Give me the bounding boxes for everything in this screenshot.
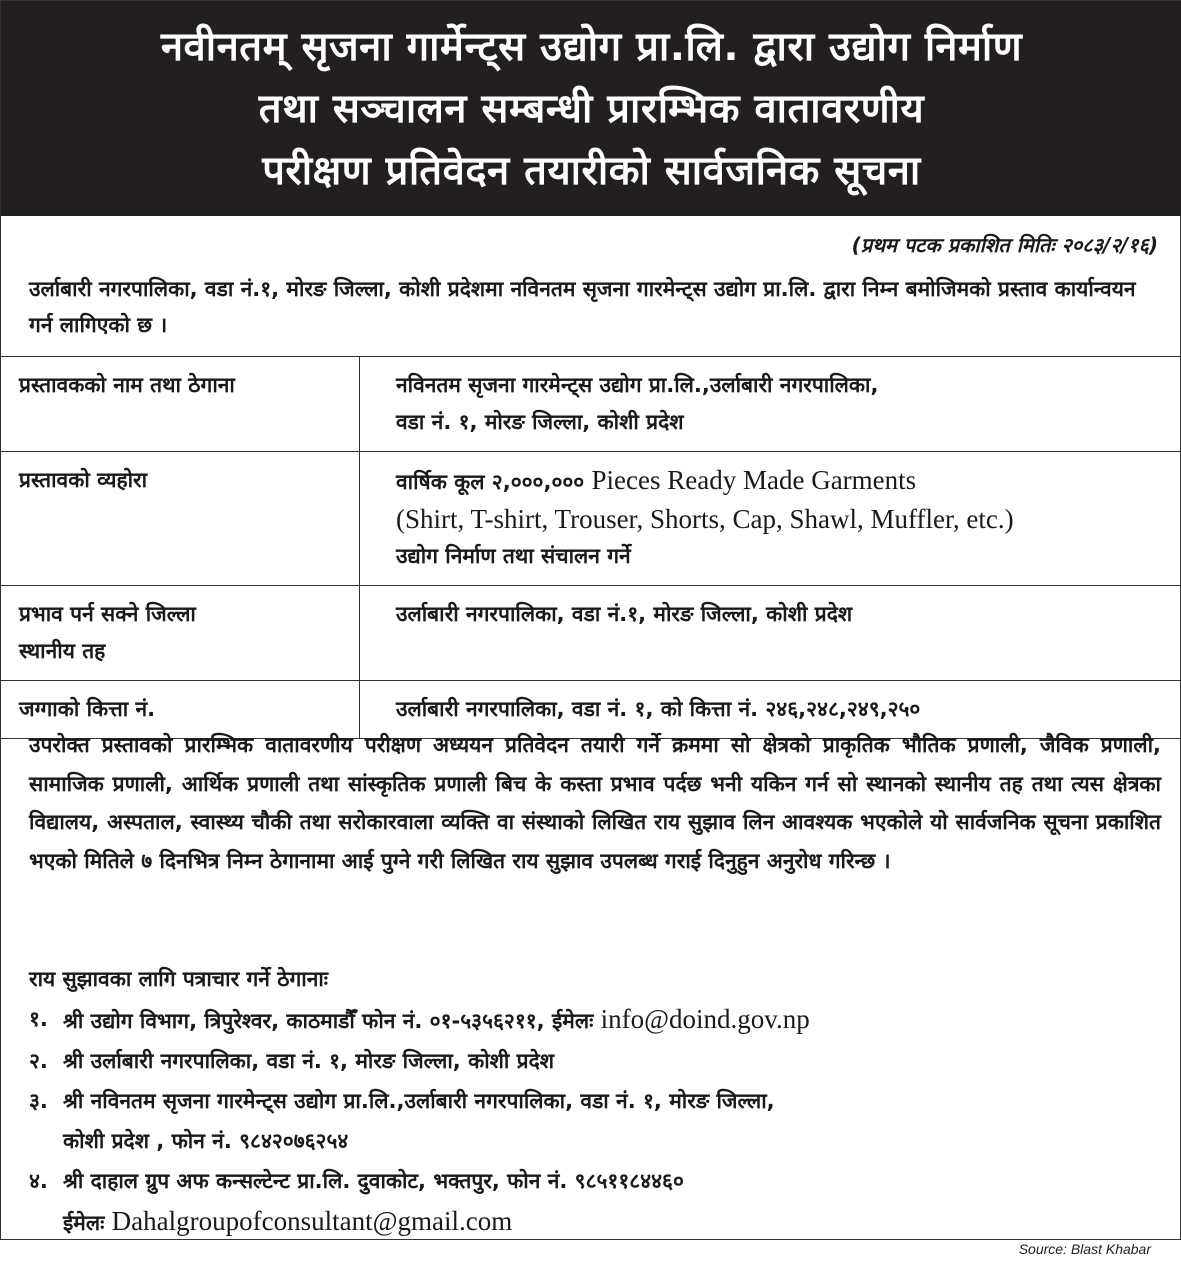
email-line <box>63 1201 1159 1243</box>
item-number: १. <box>29 1007 48 1031</box>
publication-date: (प्रथम पटक प्रकाशित मितिः २०८३/२/१६) <box>851 233 1158 257</box>
header-line-3: परीक्षण प्रतिवेदन तयारीको सार्वजनिक सूचना <box>262 147 921 194</box>
header-line-2: तथा सञ्चालन सम्बन्धी प्रारम्भिक वातावरणीय <box>258 85 925 132</box>
email-label: ईमेलः <box>63 1211 112 1235</box>
address-text: श्री उर्लाबारी नगरपालिका, वडा नं. १, मोरङ जिल्ला, कोशी प्रदेश <box>63 1049 555 1073</box>
address-item <box>29 999 1159 1041</box>
row-value-line: उद्योग निर्माण तथा संचालन गर्ने <box>396 544 631 568</box>
row-label: प्रस्तावको व्यहोरा <box>1 452 360 586</box>
row-value-line <box>396 462 1164 501</box>
row-label-line: स्थानीय तह <box>19 639 106 663</box>
row-label-line: प्रभाव पर्न सक्ने जिल्ला <box>19 602 196 626</box>
correspondence-heading: राय सुझावका लागि पत्राचार गर्ने ठेगानाः <box>29 967 329 991</box>
item-number: ४. <box>29 1169 48 1193</box>
annual-quantity: वार्षिक कूल २,०००,००० <box>396 470 592 494</box>
row-value <box>360 357 1181 452</box>
product-type: Pieces Ready Made Garments <box>591 465 917 495</box>
row-value-line: वडा नं. १, मोरङ जिल्ला, कोशी प्रदेश <box>396 410 684 434</box>
item-text <box>63 999 1159 1041</box>
address-item <box>29 1041 1159 1081</box>
row-label: प्रस्तावकको नाम तथा ठेगाना <box>1 357 360 452</box>
item-text <box>63 1081 1159 1161</box>
address-text: श्री उद्योग विभाग, त्रिपुरेश्वर, काठमाडौँ फोन नं. ०१-५३५६२११, ईमेलः <box>63 1009 601 1033</box>
notice-header <box>1 1 1181 216</box>
address-text: कोशी प्रदेश , फोन नं. ९८४२०७६२५४ <box>63 1129 349 1153</box>
row-value-line: नविनतम सृजना गारमेन्ट्स उद्योग प्रा.लि.,उर्लाबारी नगरपालिका, <box>396 373 879 397</box>
row-value: उर्लाबारी नगरपालिका, वडा नं.१, मोरङ जिल्ला, कोशी प्रदेश <box>360 586 1181 681</box>
table-row <box>1 452 1181 586</box>
table-row <box>1 586 1181 681</box>
email-link[interactable]: Dahalgroupofconsultant@gmail.com <box>111 1206 513 1236</box>
row-label: जग्गाको कित्ता नं. <box>1 681 360 739</box>
item-number: ३. <box>29 1089 48 1113</box>
email-link[interactable]: info@doind.gov.np <box>600 1004 810 1034</box>
address-text: श्री दाहाल ग्रुप अफ कन्सल्टेन्ट प्रा.लि. दुवाकोट, भक्तपुर, फोन नं. ९८५११८४४६० <box>63 1169 684 1193</box>
intro-paragraph: उर्लाबारी नगरपालिका, वडा नं.१, मोरङ जिल्ला, कोशी प्रदेशमा नविनतम सृजना गारमेन्ट्स उद्योग प्रा.लि. द्वारा निम्न बमोजिमको प्रस्ताव कार्यान्वयन गर्न लागिएको छ । <box>29 277 1136 337</box>
address-item <box>29 1161 1159 1243</box>
correspondence-section <box>29 959 1159 1243</box>
item-number: २. <box>29 1049 48 1073</box>
product-list: (Shirt, T-shirt, Trouser, Shorts, Cap, Shawl, Muffler, etc.) <box>396 504 1014 534</box>
row-label <box>1 586 360 681</box>
table-row <box>1 357 1181 452</box>
address-text: श्री नविनतम सृजना गारमेन्ट्स उद्योग प्रा.लि.,उर्लाबारी नगरपालिका, वडा नं. १, मोरङ जिल्ला, <box>63 1089 775 1113</box>
source-credit: Source: Blast Khabar <box>1018 1241 1151 1257</box>
header-line-1: नवीनतम् सृजना गार्मेन्ट्स उद्योग प्रा.लि. द्वारा उद्योग निर्माण <box>160 23 1023 70</box>
row-value <box>360 452 1181 586</box>
address-item <box>29 1081 1159 1161</box>
row-value: उर्लाबारी नगरपालिका, वडा नं. १, को कित्ता नं. २४६,२४८,२४९,२५० <box>360 681 1181 739</box>
item-text <box>63 1161 1159 1243</box>
proposal-table <box>1 356 1181 739</box>
body-paragraph: उपरोक्त प्रस्तावको प्रारम्भिक वातावरणीय परीक्षण अध्ययन प्रतिवेदन तयारी गर्ने क्रममा सो क्षेत्रको प्राकृतिक भौतिक प्रणाली, जैविक प्रणाली, सामाजिक प्रणाली, आर्थिक प्रणाली तथा सांस्कृतिक प्रणाली बिच के कस्ता प्रभाव पर्दछ भनी यकिन गर्न सो स्थानको स्थानीय तह तथा त्यस क्षेत्रका विद्यालय, अस्पताल, स्वास्थ्य चौकी तथा सरोकारवाला व्यक्ति वा संस्थाको लिखित राय सुझाव लिन आवश्यक भएकोले यो सार्वजनिक सूचना प्रकाशित भएको मितिले ७ दिनभित्र निम्न ठेगानामा आई पुग्ने गरी लिखित राय सुझाव उपलब्ध गराई दिनुहुन अनुरोध गरिन्छ । <box>29 733 1161 873</box>
